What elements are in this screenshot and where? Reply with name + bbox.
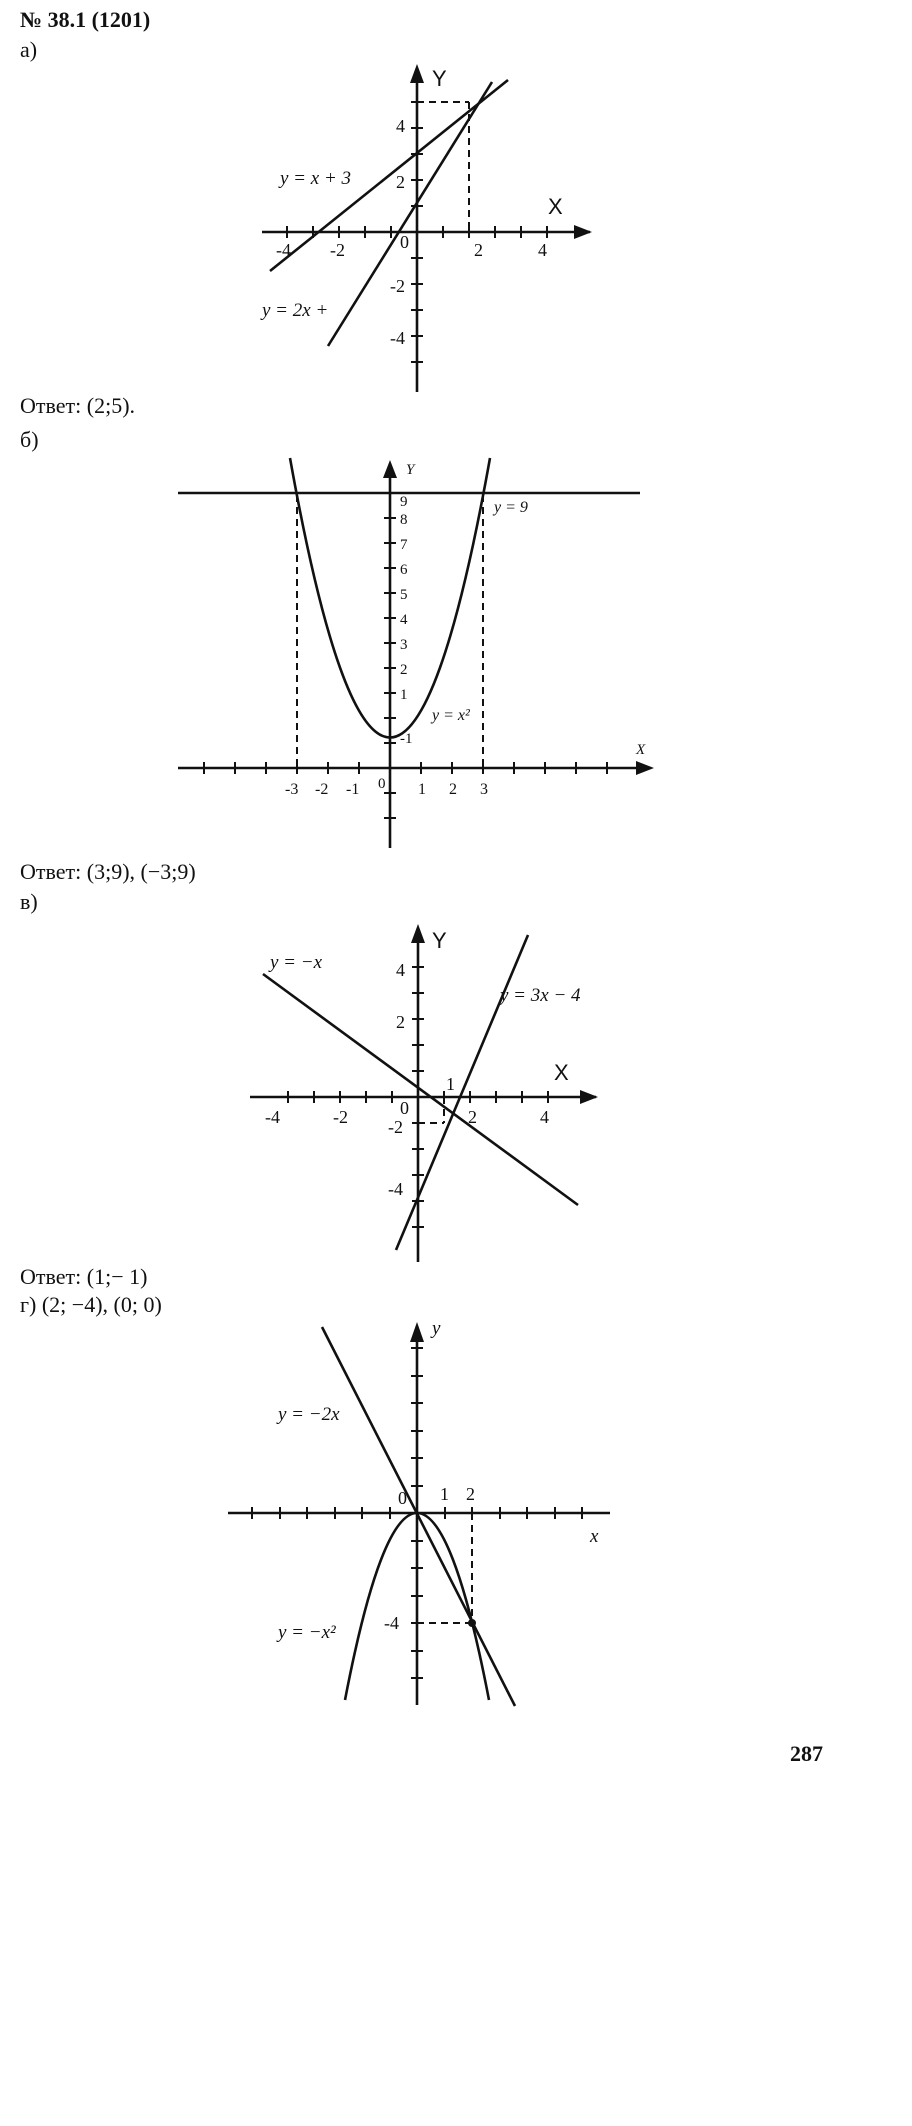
graph-a-tick: -2: [330, 240, 345, 260]
graph-b-x-label: X: [636, 742, 646, 758]
graph-g-tick: 2: [466, 1484, 475, 1504]
graph-b-tick: -1: [346, 781, 360, 798]
graph-a-x-label: X: [548, 194, 563, 219]
graph-v-x-label: X: [554, 1060, 569, 1085]
graph-a-tick: -4: [390, 328, 405, 348]
graph-g-tick: 1: [440, 1484, 449, 1504]
graph-b-tick: 1: [400, 687, 408, 703]
graph-a-tick: -4: [276, 240, 291, 260]
graph-b-tick: 4: [400, 612, 408, 628]
graph-v-tick: -4: [388, 1179, 403, 1199]
graph-a-tick: 4: [396, 116, 405, 136]
answer-b: Ответ: (3;9), (−3;9): [20, 859, 196, 884]
graph-a-tick: -2: [390, 276, 405, 296]
graph-v-tick: 2: [468, 1107, 477, 1127]
graph-b-tick: 2: [400, 662, 408, 678]
graph-v-tick: -2: [388, 1117, 403, 1137]
graph-a-tick: 2: [396, 172, 405, 192]
graph-v-tick: 1: [446, 1074, 455, 1094]
graph-g-x-label: x: [590, 1526, 599, 1547]
graph-b-tick: -1: [400, 731, 413, 747]
graph-b-tick: 2: [449, 781, 457, 798]
page-number: 287: [790, 1741, 823, 1766]
graph-v-eq2: y = 3x − 4: [500, 985, 581, 1006]
answer-v: Ответ: (1;− 1): [20, 1264, 148, 1289]
graph-v-eq1: y = −x: [270, 952, 323, 973]
graph-g-eq2: y = −x²: [278, 1622, 336, 1643]
part-g-label: г) (2; −4), (0; 0): [20, 1292, 162, 1317]
problem-title: № 38.1 (1201): [20, 7, 151, 32]
graph-b-tick: -2: [315, 781, 329, 798]
graph-v-tick: -2: [333, 1107, 348, 1127]
graph-b-tick: 0: [378, 776, 386, 792]
graph-a-y-label: Y: [432, 66, 447, 91]
graph-g-y-arrow: [410, 1322, 424, 1342]
graph-g-eq1: y = −2x: [278, 1404, 340, 1425]
graph-b-tick: 7: [400, 537, 408, 553]
graph-a-eq1: y = x + 3: [280, 168, 352, 189]
part-v-label: в): [20, 889, 38, 914]
graph-b-y-label: Y: [406, 462, 415, 478]
part-a-label: а): [20, 37, 38, 62]
graph-b-tick: -3: [285, 781, 299, 798]
graph-g-line-neg-2x: [322, 1327, 515, 1706]
graph-a-tick: 4: [538, 240, 547, 260]
graph-g-tick: -4: [384, 1613, 399, 1633]
graph-b-tick: 8: [400, 512, 408, 528]
graph-b-tick: 3: [480, 781, 488, 798]
graph-g-tick: 0: [398, 1488, 407, 1508]
graph-v-tick: 0: [400, 1098, 409, 1118]
graph-v-tick: 4: [396, 960, 405, 980]
graph-b-tick: 3: [400, 637, 408, 653]
graph-v-y-label: Y: [432, 928, 447, 953]
graph-a-eq2: y = 2x +: [262, 300, 329, 321]
graph-b-eq2: y = x²: [432, 707, 470, 724]
graph-v-tick: 4: [540, 1107, 549, 1127]
graph-v-tick: -4: [265, 1107, 280, 1127]
graph-b-eq1: y = 9: [494, 499, 528, 516]
graph-g-intersection-dot: [468, 1619, 476, 1627]
graph-g-y-label: y: [432, 1318, 441, 1339]
graph-b-tick: 6: [400, 562, 408, 578]
graph-b-tick: 9: [400, 494, 408, 510]
answer-a: Ответ: (2;5).: [20, 393, 136, 418]
graph-a-tick: 0: [400, 232, 409, 252]
graph-v-tick: 2: [396, 1012, 405, 1032]
graph-b-tick: 5: [400, 587, 408, 603]
part-b-label: б): [20, 427, 39, 452]
graph-a-tick: 2: [474, 240, 483, 260]
graph-b-tick: 1: [418, 781, 426, 798]
